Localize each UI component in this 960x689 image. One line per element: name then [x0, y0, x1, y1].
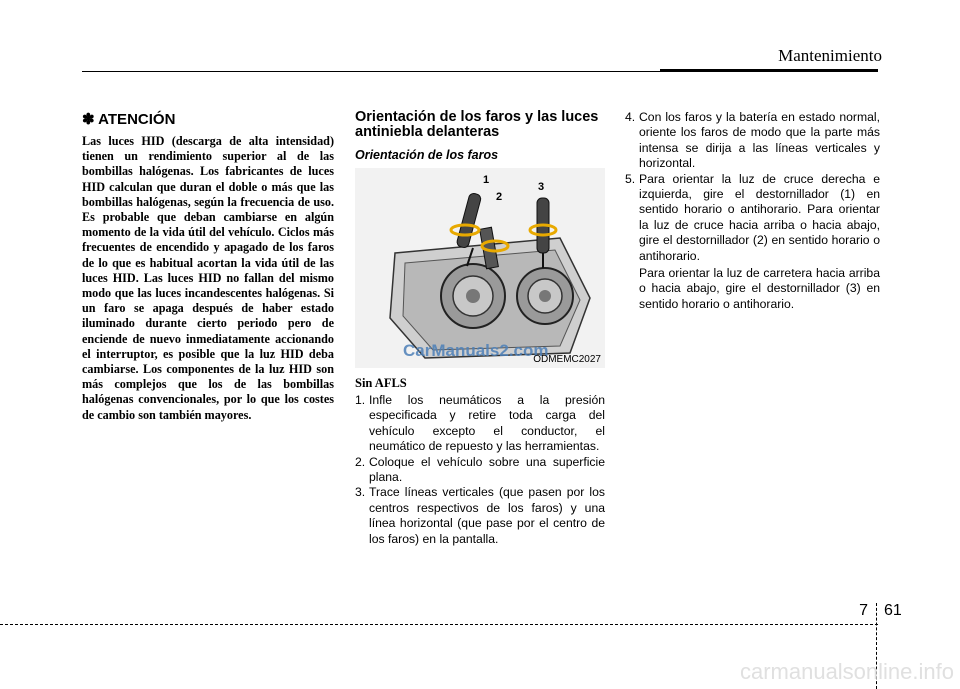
step-item — [355, 455, 605, 486]
figure-watermark: CarManuals2.com — [403, 341, 549, 360]
step-number: 1. — [355, 393, 366, 407]
warning-body: Las luces HID (descarga de alta intensidad) tienen un rendimiento superior al de las bombillas halógenas. Los fabricantes de luces HID calculan que duran el doble o más que las bombillas halógenas, según la frecuencia de uso. Es probable que deban cambiarse en algún momento de la vida útil del vehículo. Ciclos más frecuentes de encendido y apagado de los faros de lo que es habitual acortan la vida útil de las luces HID. Las luces HID no fallan del mismo modo que las luces incandescentes halógenas. Si un faro se apaga después de haber estado iluminado durante cierto periodo pero de enciende de nuevo inmediatamente accionando el interruptor, es posible que la luz HID deba cambiarse. Los componentes de la luz HID son más complejos que los de las bombillas halógenas convencionales, por lo que los costes de cambio son también mayores. — [82, 134, 334, 422]
step-5-extra-paragraph: Para orientar la luz de carretera hacia arriba o hacia abajo, gire el destornillador (3) en sentido horario o antihorario. — [639, 266, 880, 311]
step-item — [625, 172, 880, 264]
callout-3: 3 — [538, 181, 545, 193]
section-title: Orientación de los faros y las luces antiniebla delanteras — [355, 109, 599, 140]
step-number: 2. — [355, 454, 366, 469]
step-number: 3. — [355, 485, 366, 500]
steps-list-part-1 — [355, 393, 605, 547]
steps-list-part-2 — [625, 110, 880, 264]
instructions-column-1 — [355, 110, 605, 547]
warning-title: ✽ ATENCIÓN — [82, 111, 176, 128]
step-text: Coloque el vehículo sobre una superficie plana. — [369, 454, 605, 485]
step-item — [355, 393, 605, 455]
step-item — [355, 485, 605, 547]
footer-rule — [0, 624, 878, 625]
condition-label: Sin AFLS — [355, 376, 407, 390]
step-item — [625, 110, 880, 172]
callout-1: 1 — [483, 174, 490, 186]
step-number: 5. — [625, 171, 636, 186]
step-text: Con los faros y la batería en estado normal, oriente los faros de modo que la parte más intensa se dirija a las líneas verticales y horizontal. — [639, 110, 880, 171]
header-section-title: Mantenimiento — [778, 46, 882, 65]
figure-code: ODMEMC2027 — [533, 354, 601, 365]
step-text: Trace líneas verticales (que pasen por los centros respectivos de los faros) y una línea horizontal (que pase por el centro de los faros) en la pantalla. — [369, 485, 605, 546]
step-text: Para orientar la luz de cruce derecha e izquierda, gire el destornillador (1) en sentido horario o antihorario. Para orientar la luz de cruce hacia arriba o hacia abajo, gire el destornillador (2) en sentido horario o antihorario. — [639, 171, 880, 263]
instructions-column-2 — [625, 110, 880, 312]
warning-column — [82, 110, 334, 423]
headlamp-figure — [355, 168, 605, 368]
site-watermark: carmanualsonline.info — [739, 659, 954, 684]
step-number: 4. — [625, 110, 636, 124]
callout-2: 2 — [496, 191, 503, 203]
chapter-number: 7 — [859, 602, 868, 619]
headlamp-illustration — [355, 168, 605, 368]
page-number: 61 — [884, 602, 902, 619]
header-rule-thin — [82, 71, 660, 72]
section-subtitle: Orientación de los faros — [355, 148, 499, 162]
step-text: Infle los neumáticos a la presión especificada y retire toda carga del vehículo excepto el conductor, el neumático de repuesto y las herramientas. — [369, 393, 605, 454]
header-rule-thick — [660, 69, 878, 72]
